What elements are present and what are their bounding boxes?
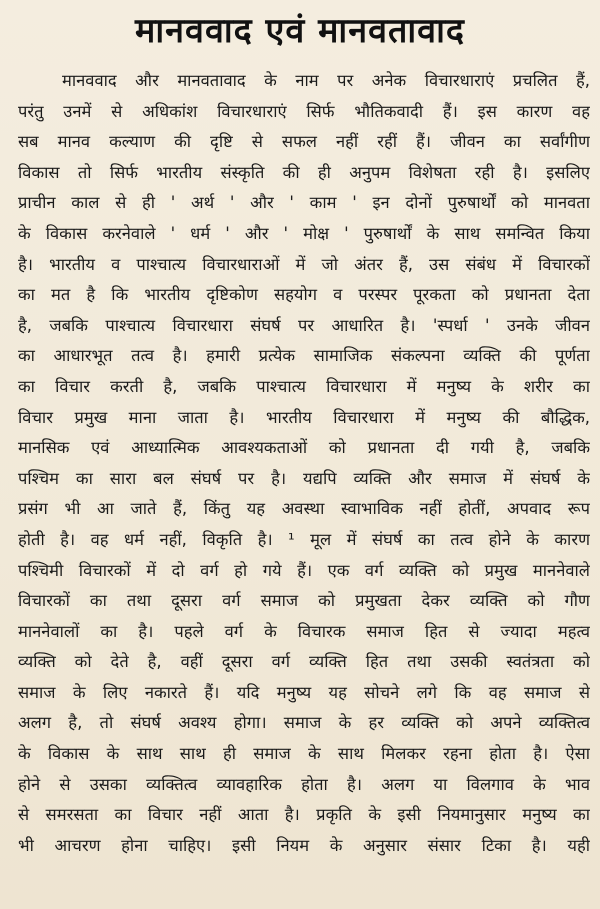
text-line: से समरसता का विचार नहीं आता है। प्रकृति के इसी नियमानुसार मनुष्य का <box>18 805 590 825</box>
text-line: प्रसंग भी आ जाते हैं, किंतु यह अवस्था स्वाभाविक नहीं होतीं, अपवाद रूप <box>18 499 590 519</box>
text-line: अलग है, तो संघर्ष अवश्य होगा। समाज के हर व्यक्ति को अपने व्यक्तित्व <box>18 713 590 733</box>
text-line: मानववाद और मानवतावाद के नाम पर अनेक विचारधाराएं प्रचलित हैं, <box>62 71 590 90</box>
text-line: विकास तो सिर्फ भारतीय संस्कृति की ही अनुपम विशेषता रही है। इसलिए <box>18 162 590 182</box>
text-line: है, जबकि पाश्चात्य विचारधारा संघर्ष पर आधारित है। 'स्पर्धा ' उनके जीवन <box>18 315 590 335</box>
text-line: के विकास करनेवाले ' धर्म ' और ' मोक्ष ' पुरुषार्थों के साथ समन्वित किया <box>18 223 590 243</box>
text-line: सब मानव कल्याण की दृष्टि से सफल नहीं रहीं हैं। जीवन का सर्वांगीण <box>18 132 590 152</box>
text-line: विचारकों का तथा दूसरा वर्ग समाज को प्रमुखता देकर व्यक्ति को गौण <box>18 591 590 611</box>
text-line: का विचार करती है, जबकि पाश्चात्य विचारधारा में मनुष्य के शरीर का <box>18 376 590 396</box>
text-line: पश्चिमी विचारकों में दो वर्ग हो गये हैं। एक वर्ग व्यक्ति को प्रमुख माननेवाले <box>18 560 590 580</box>
text-line: माननेवालों का है। पहले वर्ग के विचारक समाज हित से ज्यादा महत्व <box>18 621 590 641</box>
body-paragraph <box>18 66 590 861</box>
text-line: भी आचरण होना चाहिए। इसी नियम के अनुसार संसार टिका है। यही <box>18 835 590 855</box>
page-title: मानववाद एवं मानवतावाद <box>135 11 465 51</box>
text-line: है। भारतीय व पाश्चात्य विचारधाराओं में जो अंतर हैं, उस संबंध में विचारकों <box>18 254 590 274</box>
text-line: के विकास के साथ साथ ही समाज के साथ मिलकर रहना होता है। ऐसा <box>18 744 590 764</box>
text-line: विचार प्रमुख माना जाता है। भारतीय विचारधारा में मनुष्य की बौद्धिक, <box>18 407 590 427</box>
text-line: मानसिक एवं आध्यात्मिक आवश्यकताओं को प्रधानता दी गयी है, जबकि <box>18 438 590 458</box>
text-line: का आधारभूत तत्व है। हमारी प्रत्येक सामाजिक संकल्पना व्यक्ति की पूर्णता <box>18 346 590 366</box>
text-line: व्यक्ति को देते है, वहीं दूसरा वर्ग व्यक्ति हित तथा उसकी स्वतंत्रता को <box>18 652 590 672</box>
text-line: का मत है कि भारतीय दृष्टिकोण सहयोग व परस्पर पूरकता को प्रधानता देता <box>18 285 590 305</box>
text-line: होने से उसका व्यक्तित्व व्यावहारिक होता है। अलग या विलगाव के भाव <box>18 774 590 794</box>
text-line: परंतु उनमें से अधिकांश विचारधाराएं सिर्फ भौतिकवादी हैं। इस कारण वह <box>18 101 590 121</box>
text-line: समाज के लिए नकारते हैं। यदि मनुष्य यह सोचने लगे कि वह समाज से <box>18 682 590 702</box>
text-line: होती है। वह धर्म नहीं, विकृति है। ¹ मूल में संघर्ष का तत्व होने के कारण <box>18 529 590 549</box>
text-line: प्राचीन काल से ही ' अर्थ ' और ' काम ' इन दोनों पुरुषार्थों को मानवता <box>18 193 590 213</box>
text-line: पश्चिम का सारा बल संघर्ष पर है। यद्यपि व्यक्ति और समाज में संघर्ष के <box>18 468 590 488</box>
